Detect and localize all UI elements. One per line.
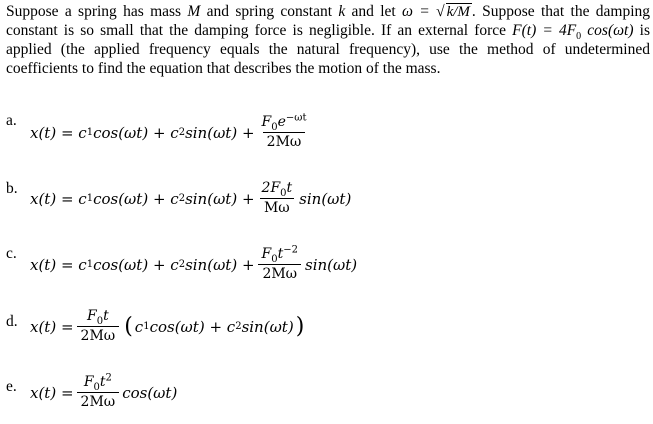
fraction-numerator: [83, 308, 113, 326]
eq-tail: cos(ωt): [122, 383, 178, 402]
question-part: is applied (the applied frequency equals the natural frequency), use the method of undetermined coefficients to find the equation that describes the motion of the mass.: [6, 22, 650, 77]
option-e-label[interactable]: e.: [6, 378, 17, 395]
option-d-equation[interactable]: x(t) = $\frac{F_0t}{2M\omega}$ ( c 1 cos(ωt) + c 2 sin(ωt) ): [30, 308, 305, 344]
fraction: [258, 180, 297, 217]
force-expression: F(t) = 4F: [512, 22, 577, 39]
close-paren: ): [295, 313, 305, 339]
omega-definition: ω =: [402, 3, 437, 20]
num-text: 2F: [261, 180, 281, 196]
eq-text: x(t) = c: [30, 123, 87, 142]
fraction: [258, 114, 311, 151]
num-sup: −2: [283, 244, 299, 256]
fraction: [77, 374, 120, 411]
eq-text: x(t) =: [30, 317, 74, 336]
fraction: [258, 246, 302, 283]
option-b-label[interactable]: b.: [6, 180, 18, 197]
question-part: and spring constant: [200, 3, 339, 20]
eq-text: cos(ωt) + c: [93, 189, 179, 208]
fraction-denominator: 2Mω: [77, 392, 120, 411]
question-part: . Suppose that the damping constant is so small that the damping force is negligible. If an external force: [6, 3, 650, 39]
fraction-denominator: 2Mω: [258, 264, 301, 283]
eq-text: cos(ωt) + c: [149, 317, 236, 336]
fraction-denominator: Mω: [260, 198, 294, 217]
eq-text: cos(ωt) + c: [93, 123, 179, 142]
num-text: t: [103, 308, 109, 324]
question-part: and let: [345, 3, 403, 20]
option-c-equation[interactable]: x(t) = c 1 cos(ωt) + c 2 sin(ωt) + $\frac{F_0t^{-2}}{2M\omega}$ sin(ωt): [30, 244, 358, 282]
force-expression-tail: cos(ωt): [581, 22, 634, 39]
eq-text: sin(ωt) +: [185, 123, 255, 142]
fraction-numerator: [258, 246, 302, 264]
option-e-equation[interactable]: [30, 374, 177, 411]
sqrt-radicand: [446, 3, 472, 20]
eq-text: x(t) = c: [30, 189, 87, 208]
question-part: Suppose a spring has mass: [6, 3, 188, 20]
num-sub: 0: [280, 187, 287, 199]
fraction: [77, 308, 120, 345]
num-text: F: [261, 114, 272, 130]
eq-tail: sin(ωt): [299, 189, 352, 208]
question-text: [6, 2, 650, 78]
fraction-numerator: [258, 114, 311, 132]
num-sup: −ωt: [285, 112, 307, 124]
fraction-denominator: 2Mω: [263, 132, 306, 151]
eq-text: cos(ωt) + c: [93, 255, 179, 274]
option-a-equation[interactable]: x(t) = c 1 cos(ωt) + c 2 sin(ωt) + $\frac{F_0e^{-\omega t}}{2M\omega}$: [30, 114, 313, 151]
open-paren: (: [124, 313, 133, 339]
option-c-label[interactable]: c.: [6, 245, 17, 262]
num-sub: 0: [96, 315, 104, 327]
eq-text: c: [134, 317, 144, 336]
num-text: F: [87, 308, 97, 324]
num-text: t: [99, 374, 106, 390]
eq-tail: sin(ωt): [305, 255, 358, 274]
num-text: F: [83, 374, 94, 390]
eq-text: x(t) = c: [30, 255, 87, 274]
num-sup: 2: [105, 372, 112, 384]
num-text: F: [261, 246, 272, 262]
fraction-numerator: [80, 374, 116, 392]
option-a-label[interactable]: a.: [6, 112, 17, 129]
sqrt-icon: √: [436, 3, 445, 20]
radicand-text: k/M: [446, 4, 470, 20]
force-subscript: 0: [576, 31, 582, 43]
eq-text: x(t) =: [30, 383, 74, 402]
option-d-label[interactable]: d.: [6, 313, 18, 330]
eq-text: sin(ωt) +: [185, 189, 255, 208]
num-sub: 0: [93, 381, 100, 393]
fraction-denominator: 2Mω: [77, 326, 120, 345]
num-sub: 0: [271, 121, 278, 133]
spring-constant-symbol: k: [338, 3, 346, 20]
option-b-equation[interactable]: x(t) = c 1 cos(ωt) + c 2 sin(ωt) + $\frac{2F_0t}{M\omega}$ sin(ωt): [30, 180, 352, 216]
num-sub: 0: [271, 253, 278, 265]
eq-text: sin(ωt) +: [185, 255, 255, 274]
num-text: t: [286, 180, 293, 196]
num-text: t: [277, 246, 284, 262]
fraction-numerator: [258, 180, 297, 198]
eq-text: sin(ωt): [241, 317, 294, 336]
num-text: e: [277, 114, 286, 130]
mass-symbol: M: [187, 3, 201, 20]
